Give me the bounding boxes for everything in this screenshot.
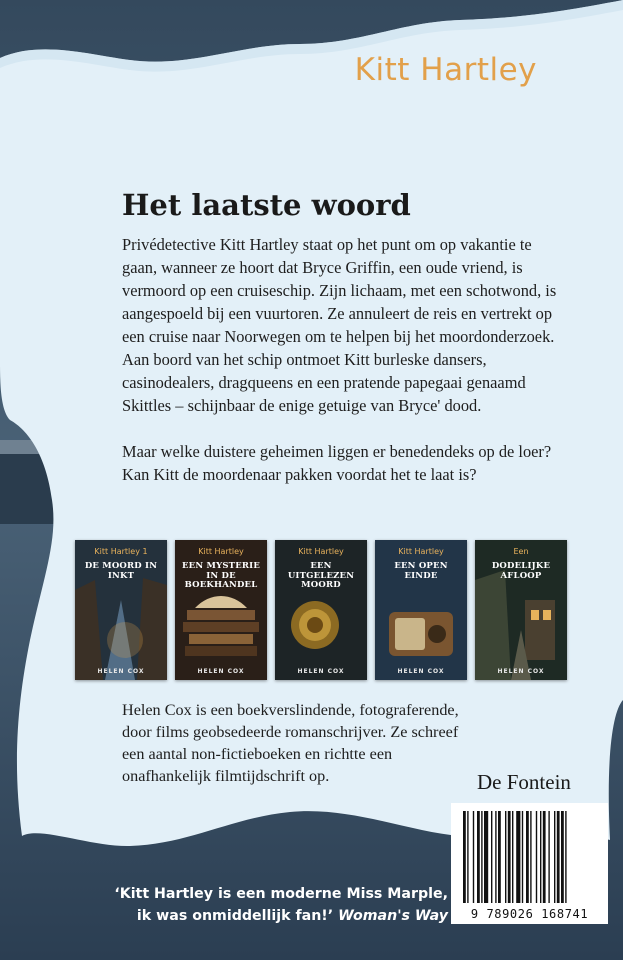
barcode-bar <box>530 811 531 903</box>
cover-series: Kitt Hartley <box>198 547 244 556</box>
barcode-bar <box>543 811 546 903</box>
barcode-bar <box>548 811 549 903</box>
cover-series: Kitt Hartley <box>298 547 344 556</box>
review-quote <box>108 883 448 927</box>
cover-author: HELEN COX <box>497 668 545 675</box>
barcode-bar <box>505 811 506 903</box>
barcode-bar <box>495 811 496 903</box>
quote-source: Woman's Way <box>338 908 448 924</box>
barcode-bar <box>498 811 501 903</box>
cover-author: HELEN COX <box>97 668 145 675</box>
cover-title: DODELIJKE AFLOOP <box>491 561 551 581</box>
barcode-bar <box>561 811 564 903</box>
publisher-name: De Fontein <box>477 770 571 794</box>
quote-text: ‘Kitt Hartley is een moderne Miss Marple, ik was onmiddellijk fan!’ <box>114 886 448 924</box>
series-cover <box>175 540 267 680</box>
barcode-bar <box>557 811 560 903</box>
series-cover <box>275 540 367 680</box>
barcode-bar <box>540 811 541 903</box>
barcode-bar <box>473 811 474 903</box>
blurb-paragraph: Privédetective Kitt Hartley staat op het punt om op vakantie te gaan, wanneer ze hoort dat Bryce Griffin, een oude vriend, is vermoord op een cruiseschip. Zijn lichaam, met een schotwond, is aangespoeld bij een vuurtoren. Ze annuleert de reis en vertrekt op een cruise naar Noorwegen om te helpen bij het moordonderzoek. Aan boord van het schip ontmoet Kitt burleske dansers, casinodealers, dragqueens en een pratende papegaai genaamd Skittles – schijnbaar de enige getuige van Bryce' dood. <box>122 235 557 415</box>
barcode-bar <box>565 811 566 903</box>
barcode-bar <box>467 811 468 903</box>
barcode-bar <box>508 811 511 903</box>
cover-series: Een <box>513 547 529 556</box>
cover-author: HELEN COX <box>397 668 445 675</box>
series-cover <box>75 540 167 680</box>
series-cover <box>375 540 467 680</box>
book-title: Het laatste woord <box>122 188 411 222</box>
barcode-bar <box>526 811 529 903</box>
barcode-bar <box>477 811 480 903</box>
barcode-bars <box>451 803 608 924</box>
barcode-bar <box>481 811 482 903</box>
cover-title: EEN OPEN EINDE <box>394 561 448 581</box>
cover-series: Kitt Hartley <box>398 547 444 556</box>
author-bio: Helen Cox is een boekverslindende, fotograferende, door films geobsedeerde romanschrijver. Ze schreef een aantal non-fictieboeken en richtte een onafhankelijk filmtijdschrift op. <box>122 701 459 785</box>
blurb <box>122 233 570 509</box>
cover-author: HELEN COX <box>197 668 245 675</box>
barcode-bar <box>516 811 520 903</box>
barcode-bar <box>484 811 488 903</box>
barcode-bar <box>512 811 513 903</box>
series-covers <box>75 540 570 682</box>
isbn-number: 9 789026 168741 <box>470 907 589 921</box>
barcode-bar <box>536 811 537 903</box>
barcode-bar <box>522 811 523 903</box>
cover-title: EEN MYSTERIE IN DE BOEKHANDEL <box>181 561 261 590</box>
barcode-bar <box>554 811 555 903</box>
series-cover <box>475 540 567 680</box>
barcode-bar <box>491 811 492 903</box>
blurb-paragraph: Maar welke duistere geheimen liggen er benedendeks op de loer? Kan Kitt de moordenaar pakken voordat het te laat is? <box>122 442 552 484</box>
cover-author: HELEN COX <box>297 668 345 675</box>
isbn-barcode <box>451 803 608 924</box>
cover-title: DE MOORD IN INKT <box>84 561 158 581</box>
cover-title: EEN UITGELEZEN MOORD <box>287 561 355 590</box>
cover-series: Kitt Hartley 1 <box>94 547 148 556</box>
series-logo: Kitt Hartley <box>354 52 537 88</box>
barcode-bar <box>463 811 466 903</box>
